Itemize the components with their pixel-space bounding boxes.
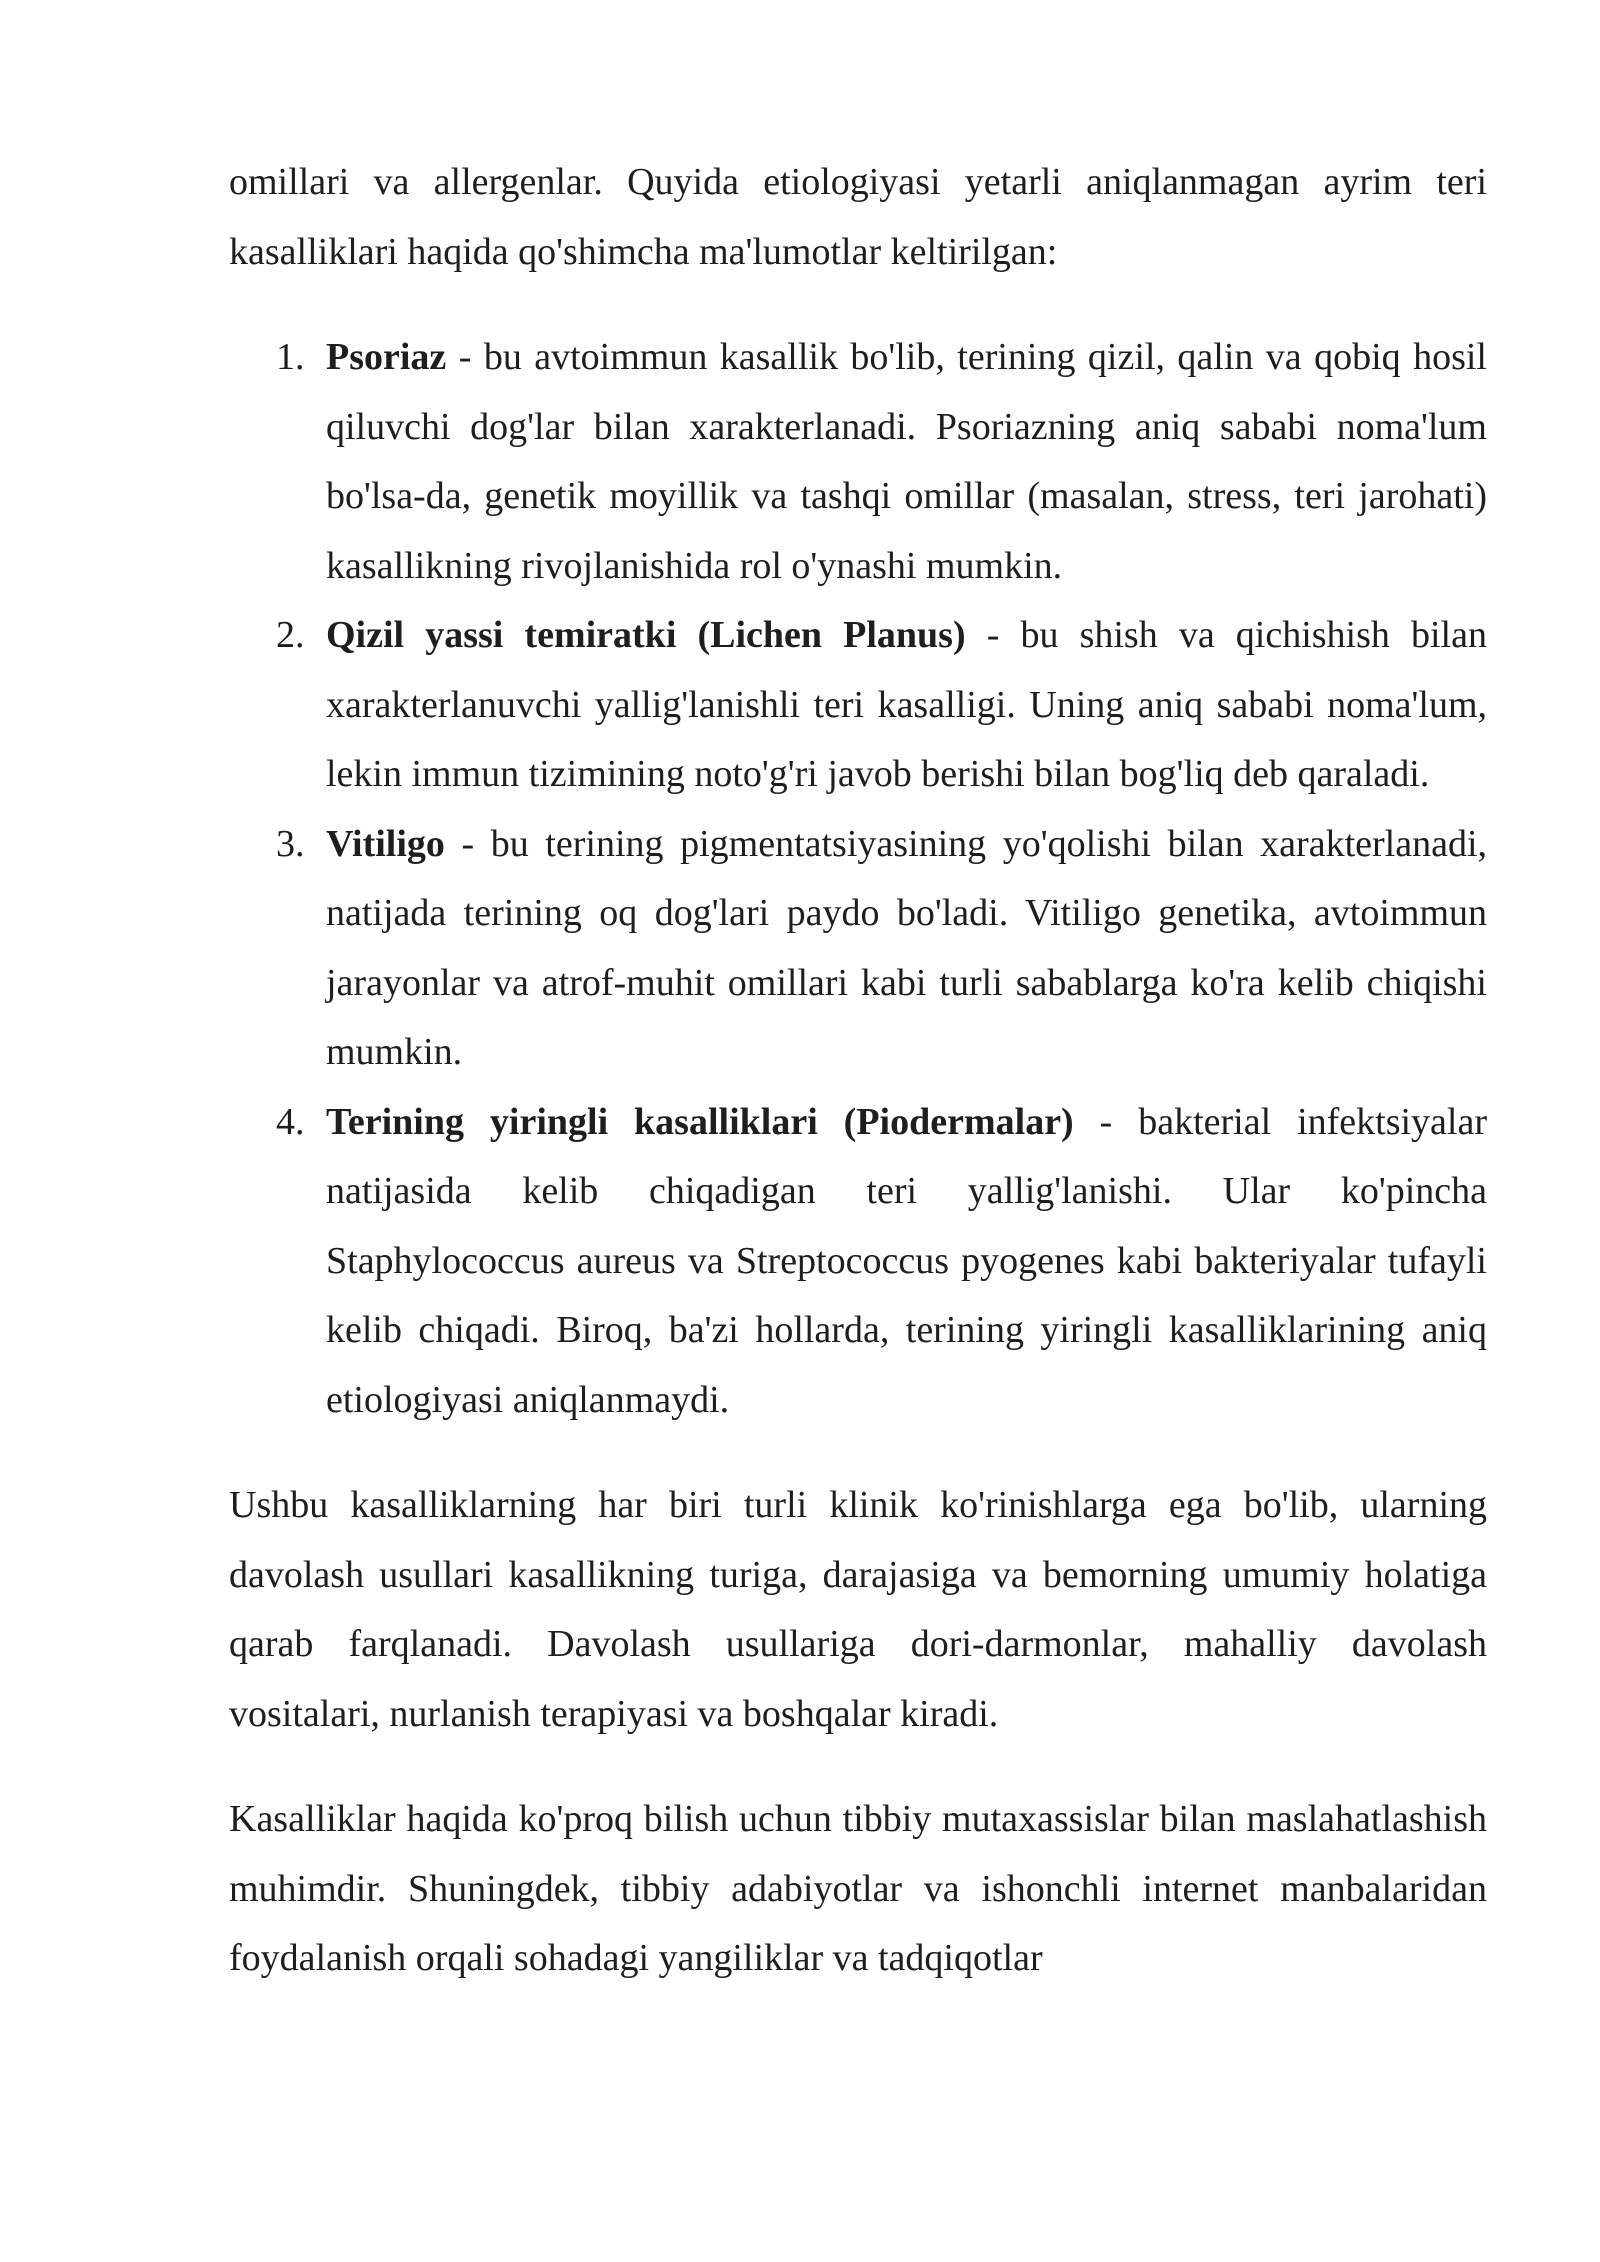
list-item-number: 3.: [276, 822, 305, 865]
list-item-psoriaz: [229, 323, 1487, 601]
treatment-paragraph: Ushbu kasalliklarning har biri turli klinik ko'rinishlarga ega bo'lib, ularning davolash usullari kasallikning turiga, darajasiga va bemorning umumiy holatiga qarab farqlanadi. Davolash usullariga dori-darmonlar, mahalliy davolash vositalari, nurlanish terapiyasi va boshqalar kiradi.: [229, 1484, 1487, 1735]
list-item-lichen-planus: [229, 601, 1487, 810]
list-item-term: Vitiligo: [326, 822, 445, 865]
list-item-text: - bu avtoimmun kasallik bo'lib, terining qizil, qalin va qobiq hosil qiluvchi dog'lar bilan xarakterlanadi. Psoriazning aniq sababi noma'lum bo'lsa-da, genetik moyillik va tashqi omillar (masalan, stress, teri jarohati) kasallikning rivojlanishida rol o'ynashi mumkin.: [326, 336, 1487, 587]
list-item-number: 2.: [276, 614, 305, 656]
list-item-number: 1.: [276, 336, 305, 378]
list-item-text: - bu shish va qichishish bilan xarakterlanuvchi yallig'lanishli teri kasalligi. Uning aniq sababi noma'lum, lekin immun tizimining noto'g'ri javob berishi bilan bog'liq deb qaraladi.: [326, 614, 1487, 795]
list-item-piodermalar: [229, 1088, 1487, 1436]
intro-paragraph: omillari va allergenlar. Quyida etiologiyasi yetarli aniqlanmagan ayrim teri kasalliklari haqida qo'shimcha ma'lumotlar keltirilgan:: [229, 161, 1487, 273]
consultation-paragraph: Kasalliklar haqida ko'proq bilish uchun tibbiy mutaxassislar bilan maslahatlashish muhimdir. Shuningdek, tibbiy adabiyotlar va ishonchli internet manbalaridan foydalanish orqali sohadagi yangiliklar va tadqiqotlar: [229, 1798, 1487, 1979]
list-item-term: Psoriaz: [326, 336, 447, 378]
list-item-number: 4.: [276, 1100, 305, 1143]
list-item-term: Terining yiringli kasalliklari (Piodermalar): [326, 1100, 1074, 1143]
document-page: [229, 148, 1487, 1994]
disease-list: [229, 323, 1487, 1435]
list-item-vitiligo: [229, 810, 1487, 1088]
list-item-text: - bakterial infektsiyalar natijasida kelib chiqadigan teri yallig'lanishi. Ular ko'pincha Staphylococcus aureus va Streptococcus pyogenes kabi bakteriyalar tufayli kelib chiqadi. Biroq, ba'zi hollarda, terining yiringli kasalliklarining aniq etiologiyasi aniqlanmaydi.: [326, 1100, 1487, 1421]
list-item-term: Qizil yassi temiratki (Lichen Planus): [326, 614, 966, 656]
list-item-text: - bu terining pigmentatsiyasining yo'qolishi bilan xarakterlanadi, natijada terining oq dog'lari paydo bo'ladi. Vitiligo genetika, avtoimmun jarayonlar va atrof-muhit omillari kabi turli sabablarga ko'ra kelib chiqishi mumkin.: [326, 822, 1487, 1073]
